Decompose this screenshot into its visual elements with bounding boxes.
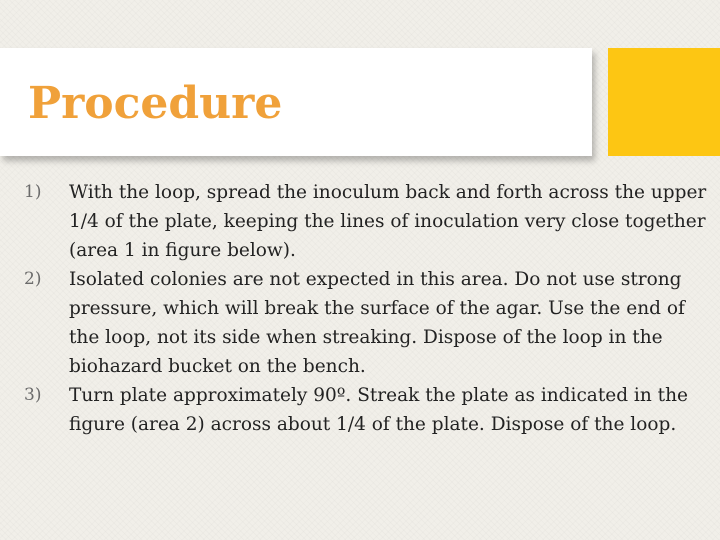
step-text: With the loop, spread the inoculum back and forth across the upper 1/4 of the plate, keeping the lines of inoculation very close together (area 1 in figure below).: [69, 182, 707, 261]
step-number: 1): [24, 182, 42, 202]
step-text: Turn plate approximately 90º. Streak the plate as indicated in the figure (area 2) across about 1/4 of the plate. Dispose of the loop.: [69, 385, 688, 435]
procedure-step-1: [24, 178, 708, 265]
procedure-step-2: [24, 265, 708, 381]
procedure-step-3: [24, 381, 708, 439]
step-number: 2): [24, 269, 42, 289]
procedure-steps-list: [24, 178, 708, 439]
step-number: 3): [24, 385, 42, 405]
slide-title: Procedure: [28, 78, 283, 129]
accent-block: [608, 48, 720, 156]
step-text: Isolated colonies are not expected in this area. Do not use strong pressure, which will break the surface of the agar. Use the end of the loop, not its side when streaking. Dispose of the loop in the biohazard bucket on the bench.: [69, 269, 685, 377]
